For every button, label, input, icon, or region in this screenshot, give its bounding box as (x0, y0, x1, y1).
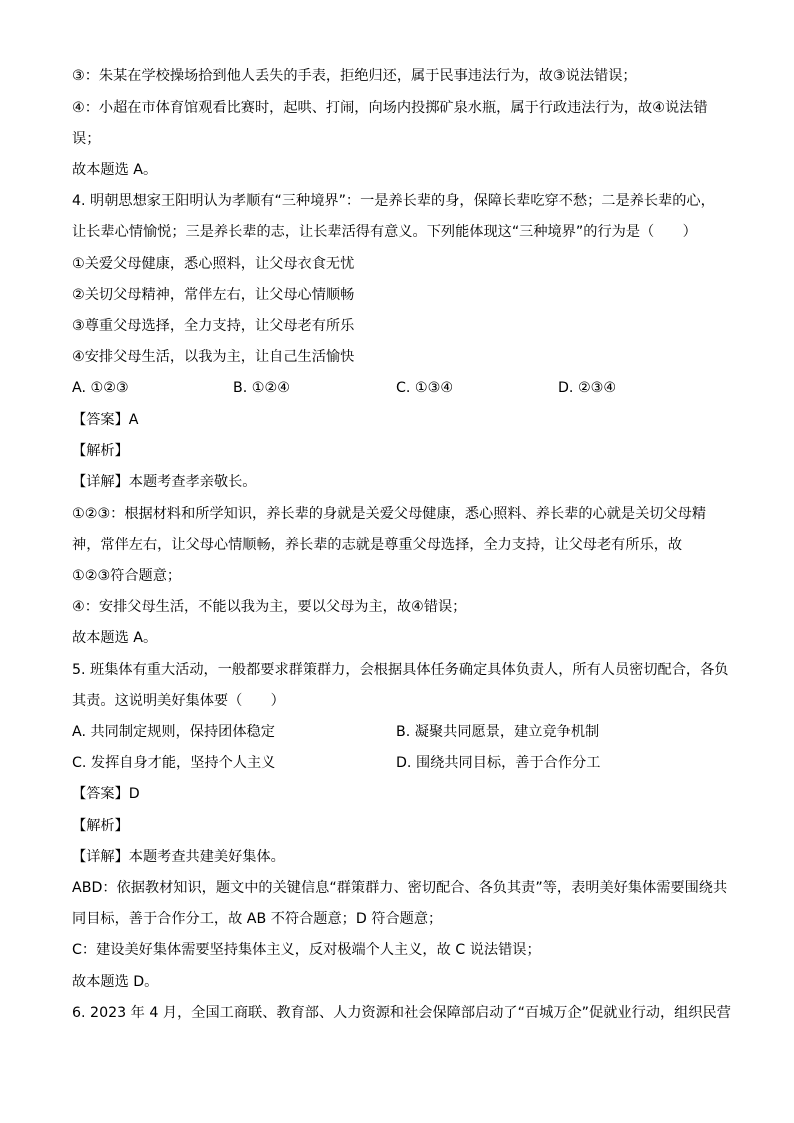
detail-text: ④：安排父母生活，不能以我为主，要以父母为主，故④错误； (72, 599, 467, 615)
analysis-label: 【解析】 (72, 818, 129, 834)
q5-option-c: C. 发挥自身才能，坚持个人主义 (72, 755, 276, 771)
q5-option-b: B. 凝聚共同愿景，建立竞争机制 (396, 724, 600, 740)
q4-option-d: D. ②③④ (558, 380, 617, 396)
detail-text: ①②③符合题意； (72, 568, 182, 584)
detail-text: 故本题选 D。 (72, 974, 159, 990)
detail-text: 同目标，善于合作分工，故 AB 不符合题意；D 符合题意； (72, 911, 443, 927)
q4-option-a: A. ①②③ (72, 380, 129, 396)
detail-text: ABD：依据教材知识，题文中的关键信息“群策群力、密切配合、各负其责”等，表明美好集体需要围绕共 (72, 880, 728, 896)
detail-text: 神，常伴左右，让父母心情顺畅，养长辈的志就是尊重父母选择，全力支持，让父母老有所乐，故 (72, 537, 683, 553)
statement-4: ④安排父母生活，以我为主，让自己生活愉快 (72, 349, 355, 365)
question-5-stem: 5. 班集体有重大活动，一般都要求群策群力，会根据具体任务确定具体负责人，所有人员密切配合，各负 (72, 662, 729, 678)
text-line: 故本题选 A。 (72, 162, 158, 178)
question-4-stem: 4. 明朝思想家王阳明认为孝顺有“三种境界”：一是养长辈的身，保障长辈吃穿不愁；二是养长辈的心， (72, 193, 715, 209)
answer-label: 【答案】A (72, 412, 139, 428)
detail-text: ①②③：根据材料和所学知识，养长辈的身就是关爱父母健康，悉心照料、养长辈的心就是关切父母精 (72, 506, 707, 522)
answer-label: 【答案】D (72, 786, 140, 802)
text-line: 误； (72, 131, 101, 147)
q5-option-a: A. 共同制定规则，保持团体稳定 (72, 724, 275, 740)
detail-text: C：建设美好集体需要坚持集体主义，反对极端个人主义，故 C 说法错误； (72, 942, 541, 958)
analysis-label: 【解析】 (72, 443, 129, 459)
detail-text: 故本题选 A。 (72, 630, 158, 646)
question-4-stem: 让长辈心情愉悦；三是养长辈的志，让长辈活得有意义。下列能体现这“三种境界”的行为是（ ） (72, 224, 697, 240)
statement-3: ③尊重父母选择，全力支持，让父母老有所乐 (72, 318, 355, 334)
text-line: ④：小超在市体育馆观看比赛时，起哄、打闹，向场内投掷矿泉水瓶，属于行政违法行为，故④说法错 (72, 100, 708, 116)
question-6-stem: 6. 2023 年 4 月，全国工商联、教育部、人力资源和社会保障部启动了“百城万企”促就业行动，组织民营 (72, 1005, 731, 1021)
detail-text: 【详解】本题考查共建美好集体。 (72, 849, 285, 865)
statement-1: ①关爱父母健康，悉心照料，让父母衣食无忧 (72, 256, 355, 272)
q4-option-c: C. ①③④ (396, 380, 454, 396)
statement-2: ②关切父母精神，常伴左右，让父母心情顺畅 (72, 287, 355, 303)
q4-option-b: B. ①②④ (233, 380, 290, 396)
detail-text: 【详解】本题考查孝亲敬长。 (72, 474, 257, 490)
q5-option-d: D. 围绕共同目标，善于合作分工 (396, 755, 601, 771)
text-line: ③：朱某在学校操场拾到他人丢失的手表，拒绝归还，属于民事违法行为，故③说法错误； (72, 68, 637, 84)
question-5-stem: 其责。这说明美好集体要（ ） (72, 693, 285, 709)
